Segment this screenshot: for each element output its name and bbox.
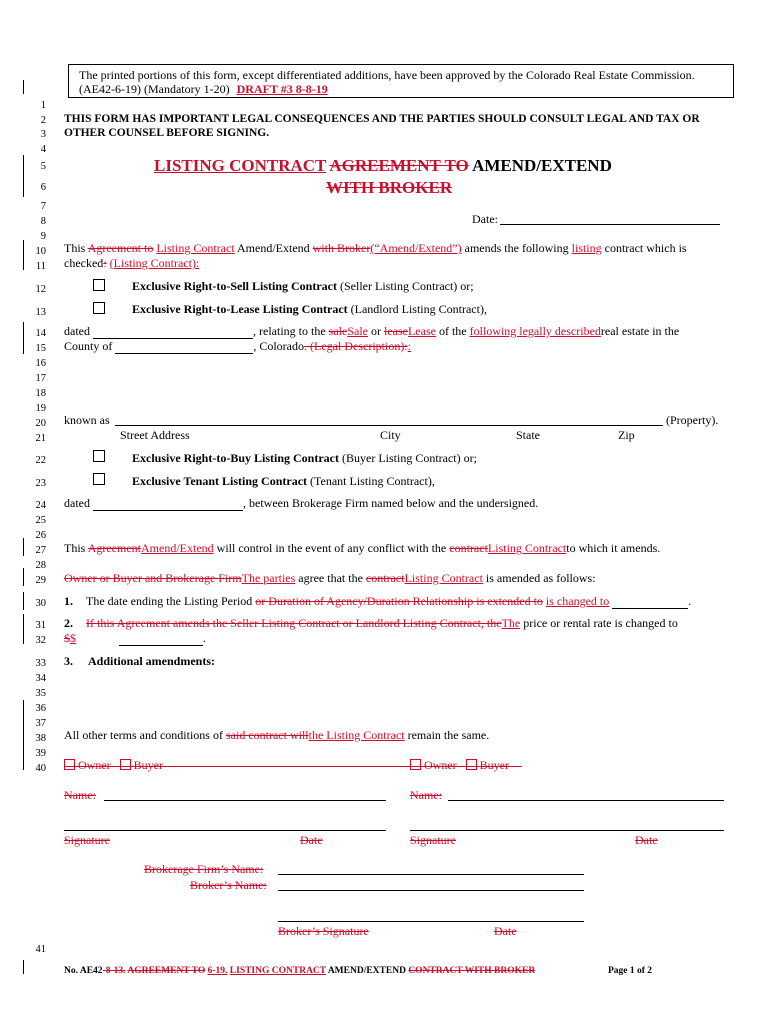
title-deleted-line2: WITH BROKER [326, 178, 453, 197]
name-label-right: Name: [410, 788, 442, 802]
listing-date-field[interactable] [93, 324, 253, 339]
name-field-right[interactable] [448, 800, 724, 801]
change-bar [23, 568, 24, 586]
warning-line2: OTHER COUNSEL BEFORE SIGNING. [64, 127, 270, 139]
date-label-left: Date [300, 833, 323, 847]
line-number: 1 [40, 100, 46, 111]
control-line: This AgreementAmend/Extend will control in the event of any conflict with the contractListing Contractto which it amends. [64, 541, 661, 555]
listing-period-end-field[interactable] [612, 594, 688, 609]
landlord-listing-option: Exclusive Right-to-Lease Listing Contract (Landlord Listing Contract), [132, 302, 487, 316]
item-3: 3. Additional amendments: [64, 654, 216, 668]
landlord-listing-checkbox[interactable] [93, 302, 105, 314]
line-number: 2 [40, 115, 46, 126]
line-number: 4 [40, 144, 46, 155]
line-number: 32 [35, 635, 46, 646]
line-number: 5 [40, 161, 46, 172]
broker-signature-label: Broker’s Signature [278, 924, 369, 938]
parties-line: Owner or Buyer and Brokerage FirmThe parties agree that the contractListing Contract is amended as follows: [64, 571, 596, 585]
change-bar [23, 240, 24, 270]
dated-line: dated , relating to the saleSale or leaseLease of the following legally describedreal estate in the [64, 324, 680, 338]
line-number: 12 [35, 284, 46, 295]
name-label-left: Name: [64, 788, 96, 802]
line-number: 15 [35, 343, 46, 354]
line-number: 23 [35, 478, 46, 489]
line-number: 14 [35, 328, 46, 339]
change-bar [23, 155, 24, 197]
line-number: 11 [35, 261, 46, 272]
seller-listing-checkbox[interactable] [93, 279, 105, 291]
state-label: State [516, 428, 540, 442]
buyer-listing-checkbox[interactable] [93, 450, 105, 462]
line-number: 41 [35, 944, 46, 955]
page-number: Page 1 of 2 [608, 966, 653, 976]
broker-name-label: Broker’s Name: [190, 878, 267, 892]
line-number: 36 [35, 703, 46, 714]
line-number: 8 [40, 216, 46, 227]
title-main: AMEND/EXTEND [472, 156, 612, 175]
draft-label: DRAFT #3 8-8-19 [236, 82, 328, 96]
signature-label-left: Signature [64, 833, 110, 847]
broker-signature-field[interactable] [278, 921, 584, 922]
change-bar [23, 700, 24, 770]
line-number: 18 [35, 388, 46, 399]
tenant-listing-checkbox[interactable] [93, 473, 105, 485]
line-number: 37 [35, 718, 46, 729]
item-2: 2. If this Agreement amends the Seller Listing Contract or Landlord Listing Contract, theThe price or rental rate is changed to [64, 616, 678, 630]
seller-listing-option: Exclusive Right-to-Sell Listing Contract (Seller Listing Contract) or; [132, 279, 474, 293]
line-number: 39 [35, 748, 46, 759]
item-2-price: $$ . [64, 631, 206, 645]
line-number: 26 [35, 530, 46, 541]
page-title [154, 156, 612, 176]
county-line: County of , Colorado. (Legal Description):: [64, 339, 411, 353]
additional-amendments-area[interactable] [90, 670, 720, 720]
title-inserted: LISTING CONTRACT [154, 156, 327, 175]
line-number: 19 [35, 403, 46, 414]
line-number: 29 [35, 575, 46, 586]
tenant-listing-option: Exclusive Tenant Listing Contract (Tenant Listing Contract), [132, 474, 435, 488]
change-bar [23, 538, 24, 556]
intro-line1: This Agreement to Listing Contract Amend/Extend with Broker(“Amend/Extend”) amends the following listing contract which is [64, 241, 687, 255]
line-number: 27 [35, 545, 46, 556]
approval-notice-box [68, 64, 734, 98]
name-field-left[interactable] [104, 800, 386, 801]
line-number: 40 [35, 763, 46, 774]
line-number: 17 [35, 373, 46, 384]
line-number: 20 [35, 418, 46, 429]
city-label: City [380, 428, 401, 442]
line-number: 3 [40, 129, 46, 140]
buyer-checkbox-left[interactable] [120, 759, 131, 770]
line-number: 31 [35, 620, 46, 631]
line-number: 24 [35, 500, 46, 511]
brokerage-firm-field[interactable] [278, 874, 584, 875]
buyer-checkbox-right[interactable] [466, 759, 477, 770]
price-field[interactable] [119, 631, 203, 646]
line-number: 21 [35, 433, 46, 444]
listing-date-field-2[interactable] [93, 496, 243, 511]
known-as-label: known as [64, 413, 110, 427]
change-bar [23, 614, 24, 644]
dated2-line: dated , between Brokerage Firm named below and the undersigned. [64, 496, 539, 510]
date-label-right: Date [635, 833, 658, 847]
owner-checkbox-left[interactable] [64, 759, 75, 770]
line-number: 30 [35, 598, 46, 609]
property-label: (Property). [666, 413, 719, 427]
line-number: 28 [35, 560, 46, 571]
line-number: 16 [35, 358, 46, 369]
zip-label: Zip [618, 428, 635, 442]
line-number: 38 [35, 733, 46, 744]
owner-checkbox-right[interactable] [410, 759, 421, 770]
broker-date-label: Date [494, 924, 517, 938]
intro-line2: checked: (Listing Contract): [64, 256, 200, 270]
owner-buyer-left: Owner Buyer [64, 758, 163, 772]
line-number: 35 [35, 688, 46, 699]
item-1: 1. The date ending the Listing Period or Duration of Agency/Duration Relationship is extended to is changed to . [64, 594, 692, 608]
change-bar [23, 80, 24, 94]
line-number: 6 [40, 182, 46, 193]
buyer-listing-option: Exclusive Right-to-Buy Listing Contract (Buyer Listing Contract) or; [132, 451, 477, 465]
signature-field-left[interactable] [64, 830, 386, 831]
brokerage-firm-label: Brokerage Firm’s Name: [144, 862, 264, 876]
title-deleted: AGREEMENT TO [329, 156, 469, 175]
signature-field-right[interactable] [410, 830, 724, 831]
form-code: (AE42-6-19) (Mandatory 1-20) [79, 82, 230, 96]
street-address-label: Street Address [120, 428, 190, 442]
owner-buyer-right: Owner Buyer [410, 758, 509, 772]
warning-line1: THIS FORM HAS IMPORTANT LEGAL CONSEQUENCES AND THE PARTIES SHOULD CONSULT LEGAL AND TAX OR [64, 113, 700, 125]
broker-name-field[interactable] [278, 890, 584, 891]
date-field[interactable] [500, 224, 720, 225]
property-address-field[interactable] [115, 425, 663, 426]
line-number: 13 [35, 307, 46, 318]
footer-form-id: No. AE42-8-13. AGREEMENT TO 6-19. LISTING CONTRACT AMEND/EXTEND CONTRACT WITH BROKER [64, 966, 536, 976]
line-number: 34 [35, 673, 46, 684]
line-number: 25 [35, 515, 46, 526]
date-label: Date: [472, 212, 498, 226]
other-terms-line: All other terms and conditions of said contract willthe Listing Contract remain the same. [64, 728, 490, 742]
county-field[interactable] [115, 339, 253, 354]
signature-label-right: Signature [410, 833, 456, 847]
line-number: 9 [40, 231, 46, 242]
change-bar [23, 592, 24, 610]
line-number: 7 [40, 201, 46, 212]
line-number: 33 [35, 658, 46, 669]
change-bar [23, 322, 24, 354]
approval-notice-line1: The printed portions of this form, except differentiated additions, have been approved by the Colorado Real Estate Commission. [79, 68, 695, 82]
change-bar [23, 960, 24, 974]
line-number: 10 [35, 246, 46, 257]
line-number: 22 [35, 455, 46, 466]
